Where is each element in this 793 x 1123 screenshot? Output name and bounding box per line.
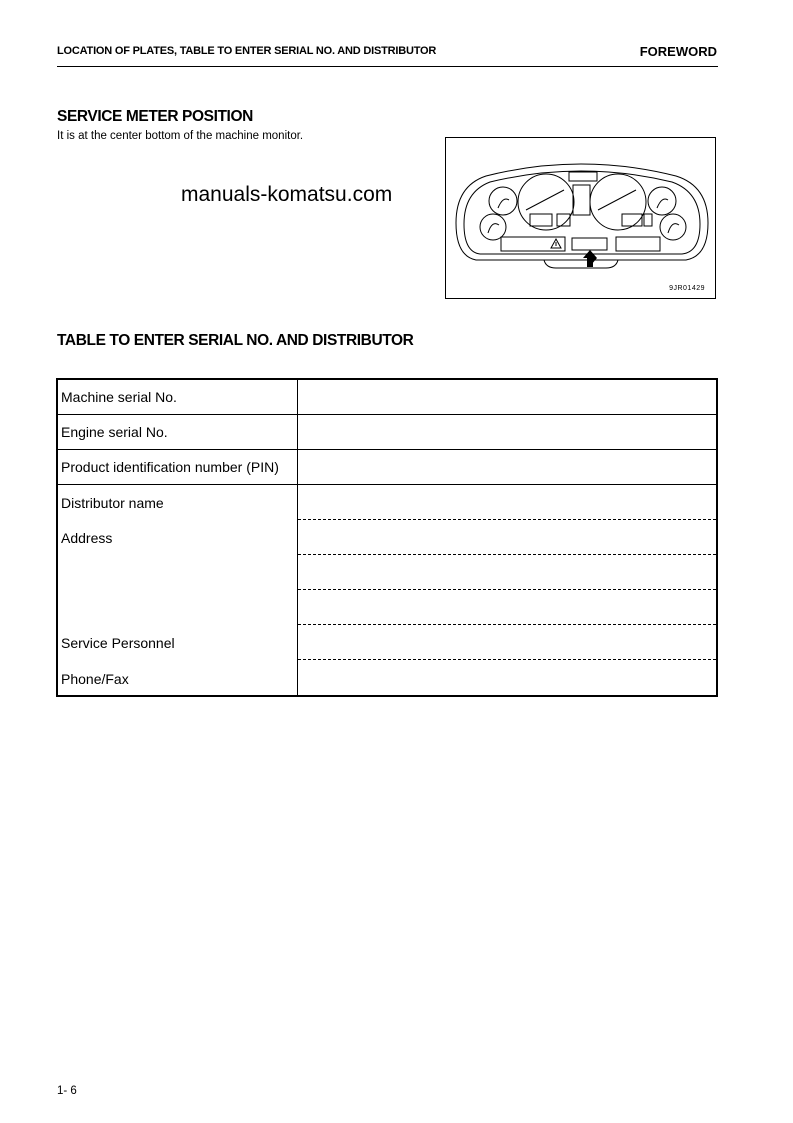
- distributor-entry-cell[interactable]: [297, 484, 717, 696]
- watermark-text: manuals-komatsu.com: [181, 183, 393, 206]
- service-personnel-label: Service Personnel: [61, 634, 175, 651]
- address-label: Address: [61, 529, 113, 546]
- entry-line: [298, 624, 717, 625]
- page-number: 1- 6: [57, 1085, 77, 1097]
- service-meter-heading: SERVICE METER POSITION: [57, 108, 253, 125]
- entry-line: [298, 589, 717, 590]
- serial-distributor-table: [56, 378, 718, 697]
- entry-line: [298, 554, 717, 555]
- entry-line: [298, 659, 717, 660]
- entry-line: [298, 519, 717, 520]
- distributor-labels-cell: [57, 484, 297, 696]
- table-row: [57, 379, 717, 414]
- header-section-title: LOCATION OF PLATES, TABLE TO ENTER SERIAL NO. AND DISTRIBUTOR: [57, 45, 437, 57]
- distributor-row: [57, 484, 717, 696]
- service-meter-description: It is at the center bottom of the machine monitor.: [57, 130, 304, 142]
- machine-monitor-illustration: [446, 138, 717, 300]
- machine-serial-entry-field[interactable]: [297, 379, 717, 414]
- header-chapter-title: FOREWORD: [639, 44, 717, 59]
- table-row: [57, 414, 717, 449]
- table-row: [57, 449, 717, 484]
- engine-serial-label: Engine serial No.: [57, 414, 297, 449]
- figure-code: 9JR01429: [669, 285, 705, 292]
- machine-monitor-figure: [445, 137, 716, 299]
- pin-label: Product identification number (PIN): [57, 449, 297, 484]
- header-divider: [57, 66, 718, 67]
- distributor-name-label: Distributor name: [61, 494, 164, 511]
- serial-table-heading: TABLE TO ENTER SERIAL NO. AND DISTRIBUTOR: [57, 332, 414, 349]
- phone-fax-label: Phone/Fax: [61, 670, 129, 687]
- pin-entry-field[interactable]: [297, 449, 717, 484]
- engine-serial-entry-field[interactable]: [297, 414, 717, 449]
- machine-serial-label: Machine serial No.: [57, 379, 297, 414]
